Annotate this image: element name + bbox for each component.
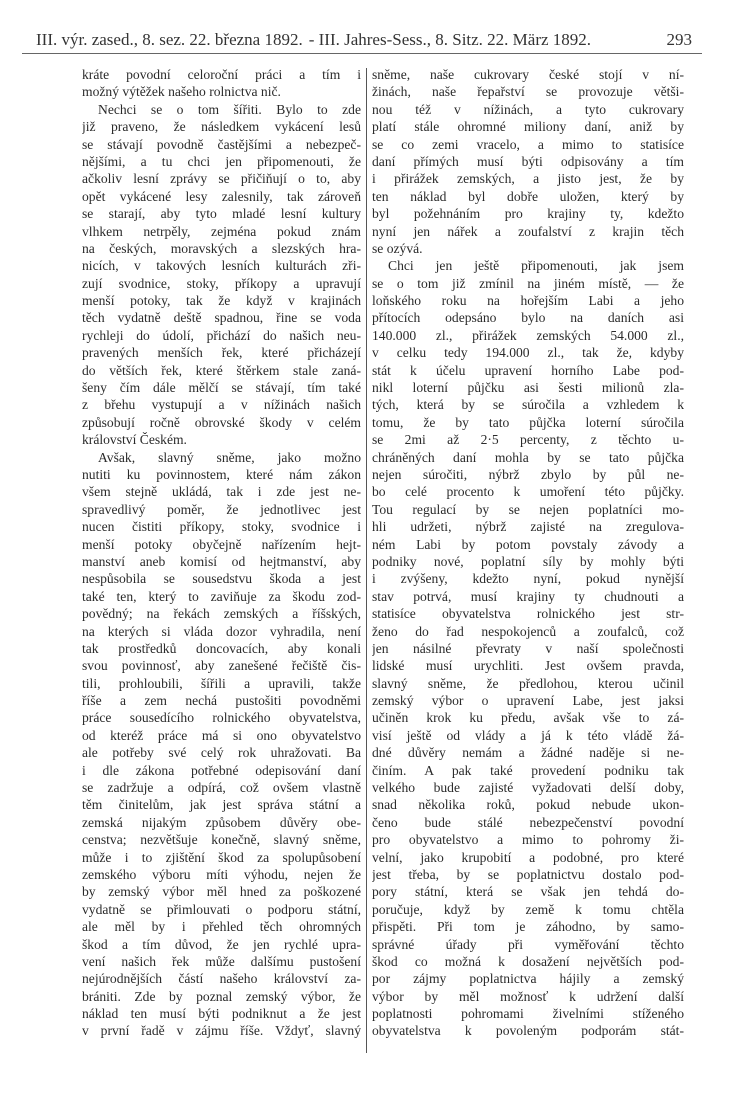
text-line: ném Labi by potom povstaly závody a (372, 536, 684, 552)
text-line: do větších řek, které štěrkem stale zaná- (82, 362, 361, 378)
text-line: menší potoky, tak že když v krajinách (82, 293, 361, 309)
text-line: také ten, který to zaviňuje za škodu zod- (82, 588, 361, 604)
text-line: manství aneb komisí od hejtmanství, aby (82, 553, 361, 569)
header-german: - III. Jahres-Sess., 8. Sitz. 22. März 1892. (308, 30, 592, 49)
text-line: nyní jen nářek a zoufalství z krajin těch (372, 223, 684, 239)
text-line: pory státní, která se však jen tehdá do- (372, 884, 684, 900)
text-line: se zadržuje a odpírá, což ovšem vlastně (82, 780, 361, 796)
text-line: platí stále ohromné miliony daní, aniž by (372, 119, 684, 135)
text-line: zují svodnice, stoky, příkopy a upravují (82, 275, 361, 291)
text-line: visí ještě od vlády a já k této vládě žá- (372, 727, 684, 743)
text-line: vlhkem netrpěly, zejména pokud znám (82, 223, 361, 239)
text-line: může i to zjištění škod za spolupůsobení (82, 849, 361, 865)
text-line: kráte povodní celoroční práci a tím i (82, 67, 361, 82)
text-line: škod co možná k dosažení největších pod- (372, 953, 684, 969)
text-line: nicích, v takových lesních kulturách zři- (82, 258, 361, 274)
text-line: se 2mi až 2·5 percenty, z těchto u- (372, 432, 684, 448)
text-line: stát k účelu upravení horního Labe pod- (372, 362, 684, 378)
text-line: nucen čistiti příkopy, stoky, svodnice i (82, 519, 361, 535)
text-line: spravedlivý poměr, že jednotlivec jest (82, 501, 361, 517)
text-line: poplatnosti pohromami živelními stíženého (372, 1006, 684, 1022)
text-line: tili, prohloubili, šířili a upravili, takže (82, 675, 361, 691)
text-line: se ozývá. (372, 240, 423, 256)
text-line: možný výtěžek našeho rolnictva nič. (82, 84, 281, 100)
text-line: vení našich řek může dalšímu pustošení (82, 953, 361, 969)
text-line: daní přímých musí býti odpisovány a tím (372, 153, 684, 169)
text-line: jen násilné převraty v naší společnosti (372, 640, 684, 656)
text-line: činím. A pak také provedení podniku tak (372, 762, 684, 778)
text-line: zemského výboru míti výhodu, nejen že (82, 866, 361, 882)
text-line: hli udržeti, nýbrž zajisté na zregulova- (372, 519, 684, 535)
text-line: ženo do řad nespokojenců a zoufalců, což (372, 623, 684, 639)
text-line: nejúrodnějších částí našeho království za- (82, 971, 361, 987)
text-line: sněme, naše cukrovary české stojí v ní- (372, 67, 684, 82)
text-line: svou povinnosť, aby zanešené řečiště čis- (82, 658, 361, 674)
text-line: byl požehnáním pro krajiny ty, kdežto (372, 206, 684, 222)
text-line: na kterých si vláda dozor vyhradila, není (82, 623, 361, 639)
text-line: podniky nové, poplatní síly by mohly býti (372, 553, 684, 569)
text-line: zemský výbor o upravení Labe, jest jaksi (372, 693, 684, 709)
text-line: nějšími, a tu chci jen připomenouti, že (82, 153, 361, 169)
text-line: čeno bude stálé nebezpečenství povodní (372, 814, 684, 830)
text-line: učiněn krok ku předu, avšak vše to zá- (372, 710, 684, 726)
text-line: i zvýšeny, kdežto nyní, pokud nynější (372, 571, 684, 587)
text-line: lidské musí urychliti. Jest ovšem pravda, (372, 658, 684, 674)
text-line: pro obyvatelstvo a mimo to pohromy ži- (372, 832, 684, 848)
text-line: od kteréž práce má si ono obyvatelstvo (82, 727, 361, 743)
text-line: vydatně se přimlouvati o podporu státní, (82, 901, 361, 917)
text-line: statisíce obyvatelstva rolnického jest str- (372, 606, 684, 622)
text-line: ačkoliv lesní zprávy se přičiňují o to, aby (82, 171, 361, 187)
text-line: bo celé procento k umoření této půjčky. (372, 484, 684, 500)
text-line: pravených menších řek, které přicházejí (82, 345, 361, 361)
text-line: výbor by měl možnosť k udržení další (372, 988, 684, 1004)
text-line: těm činitelům, jak jest správa státní a (82, 797, 361, 813)
text-line: se stávají povodně častějšími a nebezpeč- (82, 136, 361, 152)
text-line: náklad ten musí býti podniknut a že jest (82, 1006, 361, 1022)
running-header (36, 30, 692, 52)
text-line: práce sousedícího rolnického obyvatelstva, (82, 710, 361, 726)
text-line: šeny čím dále mělčí se stávají, tím také (82, 380, 361, 396)
text-line: těch vydatně deště spadnou, řine se voda (82, 310, 361, 326)
text-line: dné důvěry nemám a žádné naděje si ne- (372, 745, 684, 761)
text-line: stav potrvá, musí krajiny ty chudnouti a (372, 588, 684, 604)
text-line: nou též v nížinách, a tyto cukrovary (372, 101, 684, 117)
text-line: velkého bude zajisté vyžadovati delší doby, (372, 780, 684, 796)
header-rule (22, 53, 702, 54)
text-line: Tou regulací by se nejen poplatníci mo- (372, 501, 684, 517)
text-line: nespůsobila se sousedstvu škoda a jest (82, 571, 361, 587)
text-line: nejen súročiti, nýbrž zbylo by půl ne- (372, 466, 684, 482)
text-line: nutiti ku povinnostem, které nám zákon (82, 466, 361, 482)
text-line: škod a tím důvod, že jen rychlé upra- (82, 936, 361, 952)
text-line: přispěti. Při tom je záhodno, by samo- (372, 919, 684, 935)
text-line: všem stejně ukládá, tak i zde jest ne- (82, 484, 361, 500)
text-line: Nechci se o tom šířiti. Bylo to zde (98, 101, 361, 117)
text-line: snad několika roků, pokud nebude ukon- (372, 797, 684, 813)
text-line: poručuje, když by země k tomu chtěla (372, 901, 684, 917)
text-line: obyvatelstva k povoleným podporám stát- (372, 1023, 684, 1039)
text-line: Avšak, slavný sněme, jako možno (98, 449, 361, 465)
text-line: přítocích odepsáno bylo na daních asi (372, 310, 684, 326)
text-line: povědný; na řekách zemských a říšských, (82, 606, 361, 622)
text-line: způsobují ročně obrovské škody v celém (82, 414, 361, 430)
text-line: i přirážek zemských, a jisto jest, že by (372, 171, 684, 187)
text-line: z břehu vystupují a v nížinách našich (82, 397, 361, 413)
text-line: tak prostředků doncovacích, aby konali (82, 640, 361, 656)
text-line: slavný sněme, že předlohou, kterou učinil (372, 675, 684, 691)
text-line: rychleji do údolí, přichází do našich neu- (82, 327, 361, 343)
text-line: i dle zákona potřebné odepisování daní (82, 762, 361, 778)
text-line: již praveno, že následkem vykácení lesů (82, 119, 361, 135)
text-line: se starají, aby tyto mladé lesní kultury (82, 206, 361, 222)
text-line: žinách, naše řepařství se provozuje větši- (372, 84, 684, 100)
text-line: loňského roku na hořejším Labi a jeho (372, 293, 684, 309)
text-line: brániti. Zde by poznal zemský výbor, že (82, 988, 361, 1004)
text-line: ten náklad byl dobře uložen, který by (372, 188, 684, 204)
header-czech: III. výr. zased., 8. sez. 22. března 1892. (36, 30, 303, 49)
text-line: se co zemi vracelo, a mimo to statisíce (372, 136, 684, 152)
text-line: Chci jen ještě připomenouti, jak jsem (388, 258, 684, 274)
right-column (372, 66, 684, 1040)
text-line: na českých, moravských a slezských hra- (82, 240, 361, 256)
text-line: království Českém. (82, 432, 187, 448)
text-line: ale potřeby své celý rok uhražovati. Ba (82, 745, 361, 761)
text-line: tých, která by se súročila a vzhledem k (372, 397, 684, 413)
text-line: správné úřady při vyměřování těchto (372, 936, 684, 952)
text-line: by zemský výbor měl hned za poškozené (82, 884, 361, 900)
text-line: opět vykácené lesy zalesnily, tak zároveň (82, 188, 361, 204)
text-line: zemská nijakým způsobem důvěry obe- (82, 814, 361, 830)
text-line: říše a zem nechá pustošiti povodněmi (82, 693, 361, 709)
text-line: ale měl by i přehled těch ohromných (82, 919, 361, 935)
text-line: se o tom již zmínil na jiném místě, — že (372, 275, 684, 291)
left-column (82, 66, 361, 1040)
text-line: chráněných daní mohla by se tato půjčka (372, 449, 684, 465)
text-line: censtva; nezvětšuje konečně, slavný sněme, (82, 832, 361, 848)
text-line: por zájmy poplatnictva hájily a zemský (372, 971, 684, 987)
text-line: v první řadě v zájmu říše. Vždyť, slavný (82, 1023, 361, 1039)
text-line: menší potoky obyčejně nařízením hejt- (82, 536, 361, 552)
page-number: 293 (666, 30, 692, 49)
text-line: v celku tedy 194.000 zl., tak že, kdyby (372, 345, 684, 361)
text-line: tomu, že by tato půjčka loterní súročila (372, 414, 684, 430)
text-line: velní, jako krupobití a podobné, pro které (372, 849, 684, 865)
text-line: 140.000 zl., přirážek zemských 54.000 zl., (372, 327, 684, 343)
column-divider (366, 68, 367, 1053)
text-line: jest třeba, by se poplatnictvu dostalo pod- (372, 866, 684, 882)
text-line: nikl loterní půjčku asi šesti milionů zla- (372, 380, 684, 396)
